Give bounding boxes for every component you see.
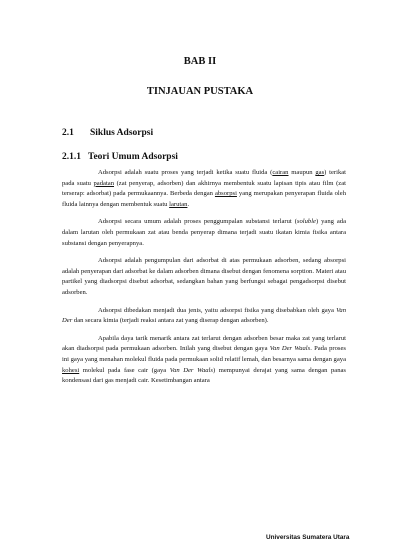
chapter-title: TINJAUAN PUSTAKA — [146, 86, 254, 97]
subsection-heading — [62, 152, 178, 162]
italic-term: Van Der Waals — [169, 366, 213, 374]
text-run: Adsorpsi dibedakan menjadi dua jenis, yaitu adsorpsi fisika yang disebabkan oleh gaya — [98, 306, 337, 314]
link-term[interactable]: gas — [315, 169, 325, 176]
text-run: Adsorpsi adalah pengumpulan dari adsorbat di atas permukaan adsorben, sedang absorpsi adalah penyerapan dari adsorbat ke dalam adsorben dimana disebut dengan fenomena sorption. Materi atau partikel yang diadsorpsi disebut adsorbat, sedangkan bahan yang berfungsi sebagai pengadsorpsi disebut adsorben. — [62, 257, 346, 296]
italic-term: soluble — [296, 218, 316, 226]
link-term[interactable]: larutan — [169, 200, 188, 208]
link-term[interactable]: kohesi — [62, 366, 80, 374]
text-run: Adsorpsi secara umum adalah proses penggumpalan substansi terlarut ( — [98, 218, 297, 226]
link-term[interactable]: absorpsi — [214, 190, 237, 198]
italic-term: Van Der Waals — [269, 345, 311, 353]
text-run: dan secara kimia (terjadi reaksi antara zat yang diserap dengan adsorben). — [72, 317, 269, 325]
text-run: ) terikat pada suatu — [62, 169, 347, 187]
paragraph — [62, 306, 346, 327]
link-term[interactable]: padatan — [93, 179, 115, 187]
paragraph — [62, 217, 346, 249]
text-run: yang merupakan penyerapan fluida oleh fluida lainnya dengan membentuk suatu — [62, 190, 346, 208]
link-term[interactable]: cairan — [272, 169, 289, 176]
paragraph — [62, 168, 346, 210]
text-run: . — [187, 200, 190, 208]
text-run: maupun — [288, 169, 316, 176]
body-text — [62, 168, 346, 394]
italic-term: Van Der — [62, 306, 346, 325]
text-run: ) mempunyai derajat yang sama dengan panas kondensasi dari gas menjadi cair. Kesetimbangan antara — [62, 366, 347, 385]
text-run: ) yang ada dalam larutan oleh permukaan zat atau benda penyerap dimana terjadi suatu ikatan kimia fisika antara substansi dengan penyerapnya. — [62, 218, 347, 247]
text-run: . Pada proses ini gaya yang menahan molekul fluida pada permukaan solid relatif lemah, dan besarnya sama dengan gaya — [62, 345, 346, 363]
text-run: Adsorpsi adalah suatu proses yang terjadi ketika suatu fluida ( — [98, 169, 273, 176]
section-number: 2.1 — [62, 128, 74, 138]
section-heading — [62, 128, 153, 138]
text-run: (zat penyerap, adsorben) dan akhirnya membentuk suatu lapisan tipis atau film (zat terserap: adsorbat) pada permukaannya. Berbeda dengan — [62, 179, 346, 198]
text-run: Apabila daya tarik menarik antara zat terlarut dengan adsorben besar maka zat yang terlarut akan diadsorpsi pada permukaan adsorben. Inilah yang disebut dengan gaya — [62, 334, 346, 353]
footer-university: Universitas Sumatera Utara — [266, 534, 350, 541]
subsection-number: 2.1.1 — [62, 152, 81, 162]
paragraph — [62, 334, 346, 387]
paragraph — [62, 256, 346, 298]
section-title: Siklus Adsorpsi — [90, 128, 154, 138]
subsection-title: Teori Umum Adsorpsi — [88, 152, 178, 162]
chapter-heading: BAB II — [183, 56, 217, 67]
text-run: molekul pada fase cair (gaya — [79, 366, 170, 374]
